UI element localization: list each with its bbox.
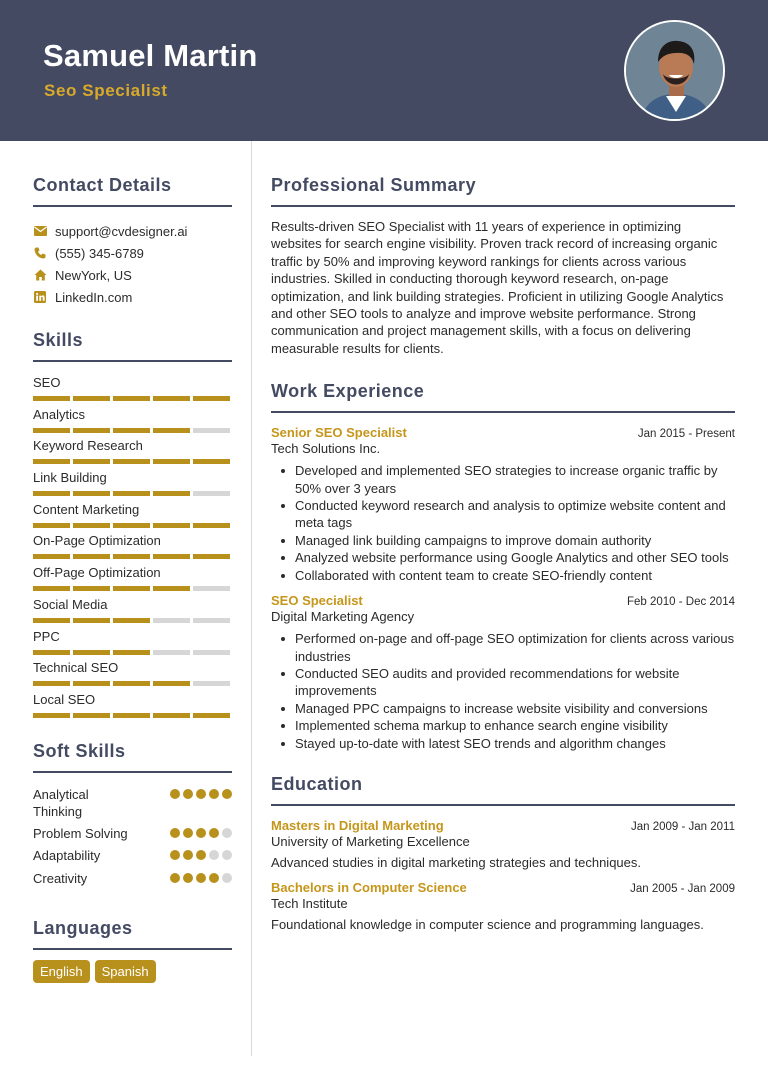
rating-dot [209,850,219,860]
rating-dot [209,789,219,799]
skill-level-segment [113,554,150,559]
soft-skill-rating [170,873,232,892]
right-column [271,141,735,934]
contact-phone-text: (555) 345-6789 [55,245,144,261]
soft-skill-name: Creativity [33,870,88,886]
soft-skill-name: Adaptability [33,847,101,863]
summary-text: Results-driven SEO Specialist with 11 years of experience in optimizing websites for search engine visibility. Proven track record of increasing organic traffic by 50% and improving keyword rankings for clients across various industries. Skilled in conducting thorough keyword research, on-page optimization, and link building strategies. Proficient in utilizing Google Analytics and other SEO tools to analyze and improve website performance. Strong communication and project management skills, with a focus on delivering measurable results for clients. [271,219,724,356]
skill-level-bar [33,618,232,623]
job-date: Jan 2015 - Present [637,428,735,441]
soft-skill-row [33,847,232,870]
profile-photo [624,20,725,121]
skill-level-segment [193,554,230,559]
skill-level-bar [33,554,232,559]
education-date: Jan 2009 - Jan 2011 [630,820,735,833]
skill-level-segment [153,618,190,623]
skill-level-segment [193,491,230,496]
skills-section [33,330,232,723]
skill-row [33,596,232,628]
education-date: Jan 2005 - Jan 2009 [630,883,735,896]
skill-level-segment [33,459,70,464]
skill-level-segment [33,713,70,718]
skill-row [33,406,232,438]
skills-list [33,374,232,723]
skill-level-segment [153,681,190,686]
skill-level-segment [153,428,190,433]
rating-dot [170,873,180,883]
list-item: Performed on-page and off-page SEO optimization for clients across various industries [271,630,735,665]
job-company: Tech Solutions Inc. [271,441,381,457]
skill-level-segment [153,554,190,559]
skill-name: Off-Page Optimization [33,565,161,581]
skill-name: PPC [33,628,60,644]
list-item: Stayed up-to-date with latest SEO trends and algorithm changes [271,735,735,752]
skill-name: Link Building [33,470,107,486]
rating-dot [222,873,232,883]
rating-dot [196,828,206,838]
degree-title: Bachelors in Computer Science [271,880,467,896]
skills-section-title: Skills [33,330,232,362]
contact-section-title: Contact Details [33,175,232,207]
skill-level-bar [33,681,232,686]
skill-level-segment [73,428,110,433]
soft-skill-row [33,870,232,892]
rating-dot [209,873,219,883]
skill-level-bar [33,523,232,528]
soft-skill-row [33,786,232,825]
rating-dot [183,828,193,838]
skill-level-segment [193,459,230,464]
skill-level-segment [193,650,230,655]
contact-phone[interactable] [33,242,232,264]
skill-level-segment [73,459,110,464]
skill-level-segment [113,713,150,718]
list-item: Conducted SEO audits and provided recommendations for website improvements [271,665,735,700]
skill-row [33,501,232,533]
education-entry [271,880,735,933]
summary-section-title: Professional Summary [271,175,735,207]
left-column [33,141,232,983]
person-avatar-icon [626,22,725,121]
rating-dot [170,789,180,799]
language-tag: English [33,960,90,983]
skill-level-segment [33,396,70,401]
skill-level-segment [153,713,190,718]
job-company: Digital Marketing Agency [271,609,415,625]
contact-email[interactable] [33,220,232,242]
soft-skills-section [33,741,232,892]
skill-level-segment [153,650,190,655]
skill-level-segment [73,713,110,718]
skill-level-segment [113,396,150,401]
rating-dot [209,828,219,838]
skill-level-segment [153,523,190,528]
summary-section [271,175,735,357]
soft-skill-rating [170,850,232,870]
skill-level-segment [113,586,150,591]
skill-level-bar [33,713,232,718]
rating-dot [196,873,206,883]
list-item: Analyzed website performance using Google Analytics and other SEO tools [271,549,735,566]
skill-row [33,532,232,564]
soft-skills-section-title: Soft Skills [33,741,232,773]
skill-level-segment [193,713,230,718]
skill-level-bar [33,459,232,464]
skill-level-segment [73,523,110,528]
skill-level-segment [193,618,230,623]
skill-name: Content Marketing [33,501,140,517]
skill-level-segment [193,681,230,686]
skill-level-segment [33,681,70,686]
languages-section [33,918,232,983]
list-item: Managed link building campaigns to improve domain authority [271,532,735,549]
candidate-name: Samuel Martin [43,38,258,73]
skill-level-segment [73,554,110,559]
skill-level-segment [73,491,110,496]
rating-dot [170,828,180,838]
skill-level-segment [153,586,190,591]
skill-name: On-Page Optimization [33,533,161,549]
list-item: Collaborated with content team to create SEO-friendly content [271,567,735,584]
job-entry [271,593,735,752]
column-divider [251,141,252,1056]
school-name: Tech Institute [271,896,348,912]
skill-level-segment [73,650,110,655]
rating-dot [183,850,193,860]
rating-dot [170,850,180,860]
skill-name: Local SEO [33,691,96,707]
skill-name: Analytics [33,406,86,422]
skill-name: Keyword Research [33,438,143,454]
skill-level-segment [153,491,190,496]
language-tag: Spanish [95,960,156,983]
skill-level-segment [193,523,230,528]
skill-level-segment [193,396,230,401]
skill-level-segment [73,586,110,591]
skill-level-segment [33,491,70,496]
education-desc: Advanced studies in digital marketing strategies and techniques. [271,854,641,870]
rating-dot [183,873,193,883]
skill-row [33,374,232,406]
list-item: Developed and implemented SEO strategies to increase organic traffic by 50% over 3 years [271,462,735,497]
education-desc: Foundational knowledge in computer science and programming languages. [271,917,704,933]
job-title: SEO Specialist [271,593,363,609]
skill-level-segment [113,523,150,528]
skill-row [33,628,232,660]
phone-icon [33,246,47,260]
skill-row [33,437,232,469]
skill-level-segment [33,650,70,655]
skill-level-segment [113,459,150,464]
rating-dot [222,828,232,838]
education-entry [271,818,735,871]
skill-level-segment [113,681,150,686]
skill-level-segment [73,396,110,401]
skill-level-segment [113,428,150,433]
skill-name: SEO [33,375,61,390]
home-icon [33,268,47,282]
job-title: Senior SEO Specialist [271,425,407,441]
rating-dot [222,850,232,860]
rating-dot [196,850,206,860]
skill-level-segment [153,396,190,401]
skill-level-bar [33,586,232,591]
list-item: Managed PPC campaigns to increase website visibility and conversions [271,700,735,717]
skill-level-segment [33,428,70,433]
skill-row [33,659,232,691]
skill-name: Technical SEO [33,660,119,676]
contact-location [33,264,232,286]
degree-title: Masters in Digital Marketing [271,817,444,833]
skill-level-segment [153,459,190,464]
job-bullets [271,630,735,752]
job-entry [271,425,735,584]
rating-dot [222,789,232,799]
education-section [271,774,735,934]
skill-level-segment [113,650,150,655]
skill-level-segment [33,618,70,623]
skill-row [33,564,232,596]
skill-level-segment [33,523,70,528]
contact-section [33,175,232,308]
education-section-title: Education [271,774,735,806]
linkedin-icon [33,290,47,304]
job-date: Feb 2010 - Dec 2014 [626,596,735,609]
soft-skill-rating [170,828,232,847]
job-bullets [271,462,735,584]
skill-level-bar [33,428,232,433]
skill-name: Social Media [33,596,108,612]
resume-header [0,0,768,141]
envelope-icon [33,224,47,238]
candidate-title: Seo Specialist [44,81,168,100]
soft-skill-name: Analytical Thinking [33,786,89,819]
school-name: University of Marketing Excellence [271,833,470,849]
soft-skill-name: Problem Solving [33,825,128,841]
skill-row [33,691,232,723]
skill-level-segment [33,554,70,559]
skill-level-segment [73,681,110,686]
languages-section-title: Languages [33,918,232,950]
skill-level-segment [193,586,230,591]
skill-level-segment [113,491,150,496]
skill-row [33,469,232,501]
contact-email-text: support@cvdesigner.ai [55,223,188,239]
experience-section [271,381,735,752]
rating-dot [196,789,206,799]
contact-location-text: NewYork, US [55,267,132,283]
skill-level-bar [33,650,232,655]
soft-skill-row [33,825,232,847]
skill-level-segment [113,618,150,623]
experience-section-title: Work Experience [271,381,735,413]
rating-dot [183,789,193,799]
skill-level-bar [33,491,232,496]
skill-level-segment [33,586,70,591]
skill-level-bar [33,396,232,401]
skill-level-segment [193,428,230,433]
list-item: Conducted keyword research and analysis to optimize website content and meta tags [271,497,735,532]
contact-linkedin-text: LinkedIn.com [55,289,133,305]
contact-linkedin[interactable] [33,286,232,308]
skill-level-segment [73,618,110,623]
list-item: Implemented schema markup to enhance search engine visibility [271,717,735,734]
soft-skill-rating [170,789,232,825]
